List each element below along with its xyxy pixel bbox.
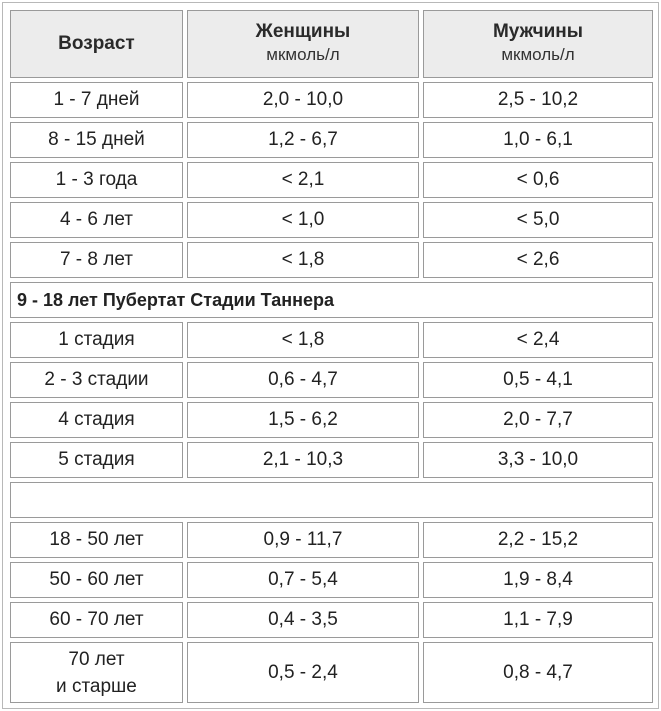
table-row bbox=[10, 442, 653, 478]
male-value-cell: < 2,6 bbox=[423, 242, 653, 278]
age-cell: 60 - 70 лет bbox=[10, 602, 183, 638]
table-row bbox=[10, 242, 653, 278]
age-cell: 1 - 7 дней bbox=[10, 82, 183, 118]
table-row bbox=[10, 642, 653, 703]
table-row bbox=[10, 202, 653, 238]
age-cell bbox=[10, 642, 183, 703]
female-unit-label: мкмоль/л bbox=[266, 45, 340, 64]
empty-cell bbox=[10, 482, 653, 518]
female-value-cell: 1,2 - 6,7 bbox=[187, 122, 419, 158]
female-value-cell: 0,5 - 2,4 bbox=[187, 642, 419, 703]
age-line: и старше bbox=[56, 675, 137, 697]
puberty-heading: 9 - 18 лет Пубертат Стадии Таннера bbox=[10, 282, 653, 318]
table-row bbox=[10, 522, 653, 558]
age-cell: 5 стадия bbox=[10, 442, 183, 478]
female-value-cell: < 2,1 bbox=[187, 162, 419, 198]
age-header-label: Возраст bbox=[58, 33, 135, 54]
male-column-header bbox=[423, 10, 653, 78]
female-value-cell: < 1,8 bbox=[187, 242, 419, 278]
table-row bbox=[10, 162, 653, 198]
male-value-cell: 0,8 - 4,7 bbox=[423, 642, 653, 703]
hormone-norms-table bbox=[6, 6, 657, 707]
male-unit-label: мкмоль/л bbox=[501, 45, 575, 64]
table-row bbox=[10, 402, 653, 438]
female-header-label: Женщины bbox=[255, 21, 351, 42]
male-value-cell: < 5,0 bbox=[423, 202, 653, 238]
female-value-cell: 1,5 - 6,2 bbox=[187, 402, 419, 438]
male-value-cell: 0,5 - 4,1 bbox=[423, 362, 653, 398]
male-value-cell: 1,1 - 7,9 bbox=[423, 602, 653, 638]
female-value-cell: 0,4 - 3,5 bbox=[187, 602, 419, 638]
header-row bbox=[10, 10, 653, 78]
female-value-cell: < 1,0 bbox=[187, 202, 419, 238]
female-value-cell: 0,7 - 5,4 bbox=[187, 562, 419, 598]
age-cell: 4 стадия bbox=[10, 402, 183, 438]
female-column-header bbox=[187, 10, 419, 78]
male-value-cell: < 0,6 bbox=[423, 162, 653, 198]
male-value-cell: 2,5 - 10,2 bbox=[423, 82, 653, 118]
male-value-cell: < 2,4 bbox=[423, 322, 653, 358]
table-row bbox=[10, 562, 653, 598]
age-cell: 18 - 50 лет bbox=[10, 522, 183, 558]
age-line: 70 лет bbox=[68, 648, 125, 670]
female-value-cell: 0,6 - 4,7 bbox=[187, 362, 419, 398]
female-value-cell: 0,9 - 11,7 bbox=[187, 522, 419, 558]
table-row bbox=[10, 322, 653, 358]
age-cell: 1 - 3 года bbox=[10, 162, 183, 198]
female-value-cell: 2,1 - 10,3 bbox=[187, 442, 419, 478]
female-value-cell: 2,0 - 10,0 bbox=[187, 82, 419, 118]
table-row bbox=[10, 362, 653, 398]
empty-separator-row bbox=[10, 482, 653, 518]
male-header-label: Мужчины bbox=[492, 21, 584, 42]
table-row bbox=[10, 122, 653, 158]
age-column-header bbox=[10, 10, 183, 78]
age-cell: 4 - 6 лет bbox=[10, 202, 183, 238]
age-cell: 7 - 8 лет bbox=[10, 242, 183, 278]
age-cell: 1 стадия bbox=[10, 322, 183, 358]
puberty-heading-row bbox=[10, 282, 653, 318]
table-row bbox=[10, 602, 653, 638]
age-cell: 8 - 15 дней bbox=[10, 122, 183, 158]
male-value-cell: 1,9 - 8,4 bbox=[423, 562, 653, 598]
table-frame bbox=[2, 2, 659, 709]
age-cell: 2 - 3 стадии bbox=[10, 362, 183, 398]
male-value-cell: 2,0 - 7,7 bbox=[423, 402, 653, 438]
male-value-cell: 3,3 - 10,0 bbox=[423, 442, 653, 478]
female-value-cell: < 1,8 bbox=[187, 322, 419, 358]
table-row bbox=[10, 82, 653, 118]
age-cell: 50 - 60 лет bbox=[10, 562, 183, 598]
male-value-cell: 1,0 - 6,1 bbox=[423, 122, 653, 158]
male-value-cell: 2,2 - 15,2 bbox=[423, 522, 653, 558]
